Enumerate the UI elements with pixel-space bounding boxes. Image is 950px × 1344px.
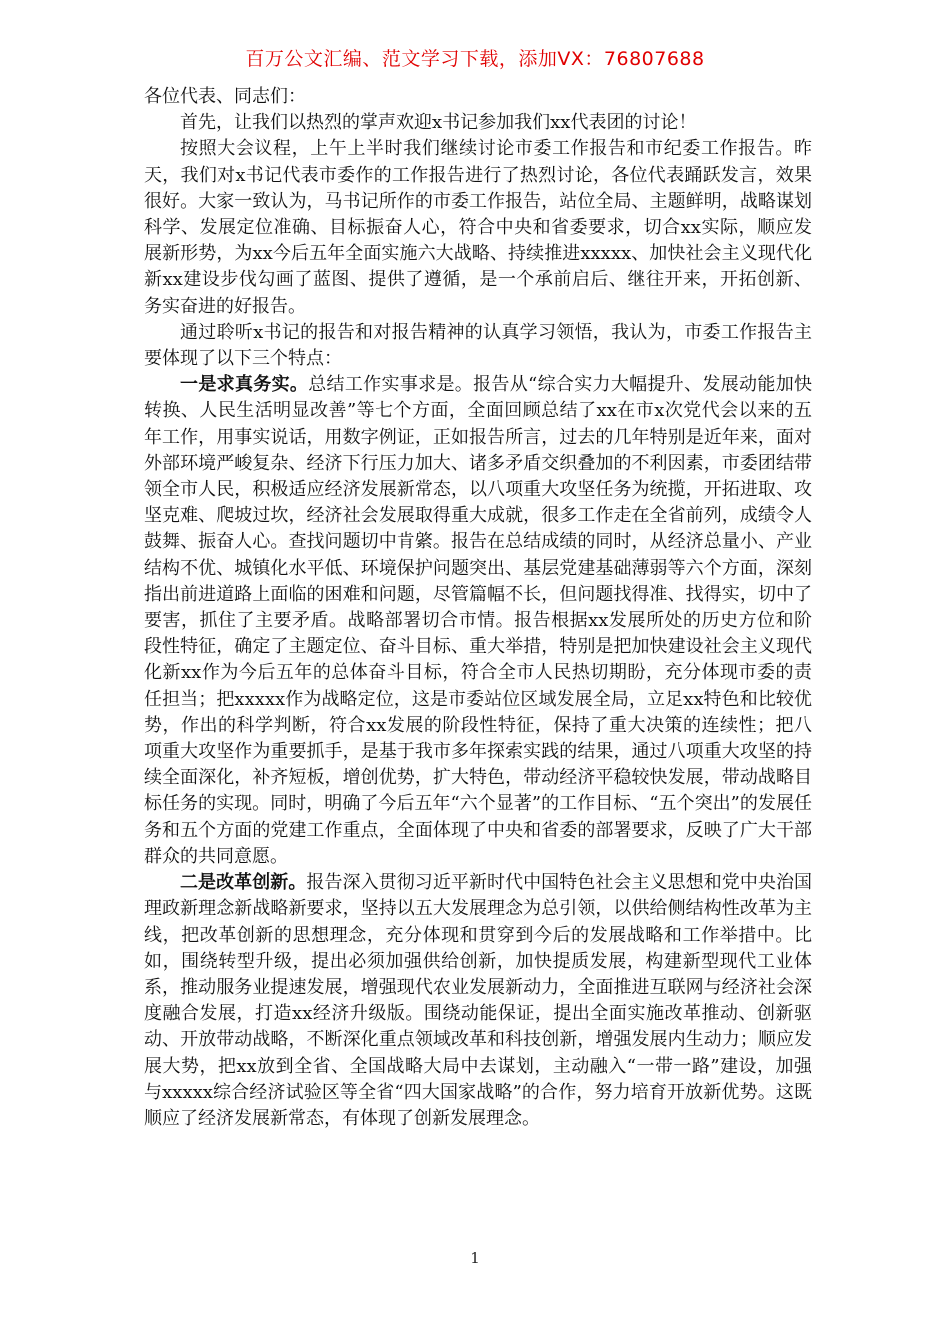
paragraph-intro xyxy=(144,320,812,372)
paragraph-lead: 一是求真务实。 xyxy=(180,374,309,396)
paragraph-point-two xyxy=(144,870,812,1132)
page-number: 1 xyxy=(470,1249,480,1267)
document-body xyxy=(144,84,812,1132)
paragraph-text: 总结工作实事求是。报告从“综合实力大幅提升、发展动能加快转换、人民生活明显改善”等七个方面，全面回顾总结了xx在市x次党代会以来的五年工作，用事实说话，用数字例证，正如报告所言，过去的几年特别是近年来，面对外部环境严峻复杂、经济下行压力加大、诸多矛盾交织叠加的不利因素，市委团结带领全市人民，积极适应经济发展新常态，以八项重大攻坚任务为统揽，开拓进取、攻坚克难、爬坡过坎，经济社会发展取得重大成就，很多工作走在全省前列，成绩令人鼓舞、振奋人心。查找问题切中肯綮。报告在总结成绩的同时，从经济总量小、产业结构不优、城镇化水平低、环境保护问题突出、基层党建基础薄弱等六个方面，深刻指出前进道路上面临的困难和问题，尽管篇幅不长，但问题找得准、找得实，切中了要害，抓住了主要矛盾。战略部署切合市情。报告根据xx发展所处的历史方位和阶段性特征，确定了主题定位、奋斗目标、重大举措，特别是把加快建设社会主义现代化新xx作为今后五年的总体奋斗目标，符合全市人民热切期盼，充分体现市委的责任担当；把xxxxx作为战略定位，这是市委站位区域发展全局，立足xx特色和比较优势，作出的科学判断，符合xx发展的阶段性特征，保持了重大决策的连续性；把八项重大攻坚作为重要抓手，是基于我市多年探索实践的结果，通过八项重大攻坚的持续全面深化，补齐短板，增创优势，扩大特色，带动经济平稳较快发展，带动战略目标任务的实现。同时，明确了今后五年“六个显著”的工作目标、“五个突出”的发展任务和五个方面的党建工作重点，全面体现了中央和省委的部署要求，反映了广大干部群众的共同意愿。 xyxy=(144,374,813,867)
paragraph-lead: 二是改革创新。 xyxy=(180,872,307,894)
paragraph-text: 首先，让我们以热烈的掌声欢迎x书记参加我们xx代表团的讨论！ xyxy=(180,112,697,134)
paragraph-welcome xyxy=(144,110,812,136)
paragraph-text: 通过聆听x书记的报告和对报告精神的认真学习领悟，我认为，市委工作报告主要体现了以下三个特点： xyxy=(144,321,812,370)
paragraph-point-one xyxy=(144,372,812,870)
paragraph-text: 按照大会议程，上午上半时我们继续讨论市委工作报告和市纪委工作报告。昨天，我们对x书记代表市委作的工作报告进行了热烈讨论，各位代表踊跃发言，效果很好。大家一致认为，马书记所作的市委工作报告，站位全局、主题鲜明，战略谋划科学、发展定位准确、目标振奋人心，符合中央和省委要求，切合xx实际，顺应发展新形势，为xx今后五年全面实施六大战略、持续推进xxxxx、加快社会主义现代化新xx建设步伐勾画了蓝图、提供了遵循，是一个承前启后、继往开来，开拓创新、务实奋进的好报告。 xyxy=(144,138,812,317)
salutation: 各位代表、同志们： xyxy=(144,86,306,107)
header-banner: 百万公文汇编、范文学习下载，添加VX：76807688 xyxy=(245,48,705,70)
paragraph-agenda xyxy=(144,136,812,319)
paragraph-text: 报告深入贯彻习近平新时代中国特色社会主义思想和党中央治国理政新理念新战略新要求，坚持以五大发展理念为总引领，以供给侧结构性改革为主线，把改革创新的思想理念，充分体现和贯穿到今后的发展战略和工作举措中。比如，围绕转型升级，提出必须加强供给创新，加快提质发展，构建新型现代工业体系，推动服务业提速发展，增强现代农业发展新动力，全面推进互联网与经济社会深度融合发展，打造xx经济升级版。围绕动能保证，提出全面实施改革推动、创新驱动、开放带动战略，不断深化重点领域改革和科技创新，增强发展内生动力；顺应发展大势，把xx放到全省、全国战略大局中去谋划，主动融入“一带一路”建设，加强与xxxxx综合经济试验区等全省“四大国家战略”的合作，努力培育开放新优势。这既顺应了经济发展新常态，有体现了创新发展理念。 xyxy=(144,872,813,1129)
